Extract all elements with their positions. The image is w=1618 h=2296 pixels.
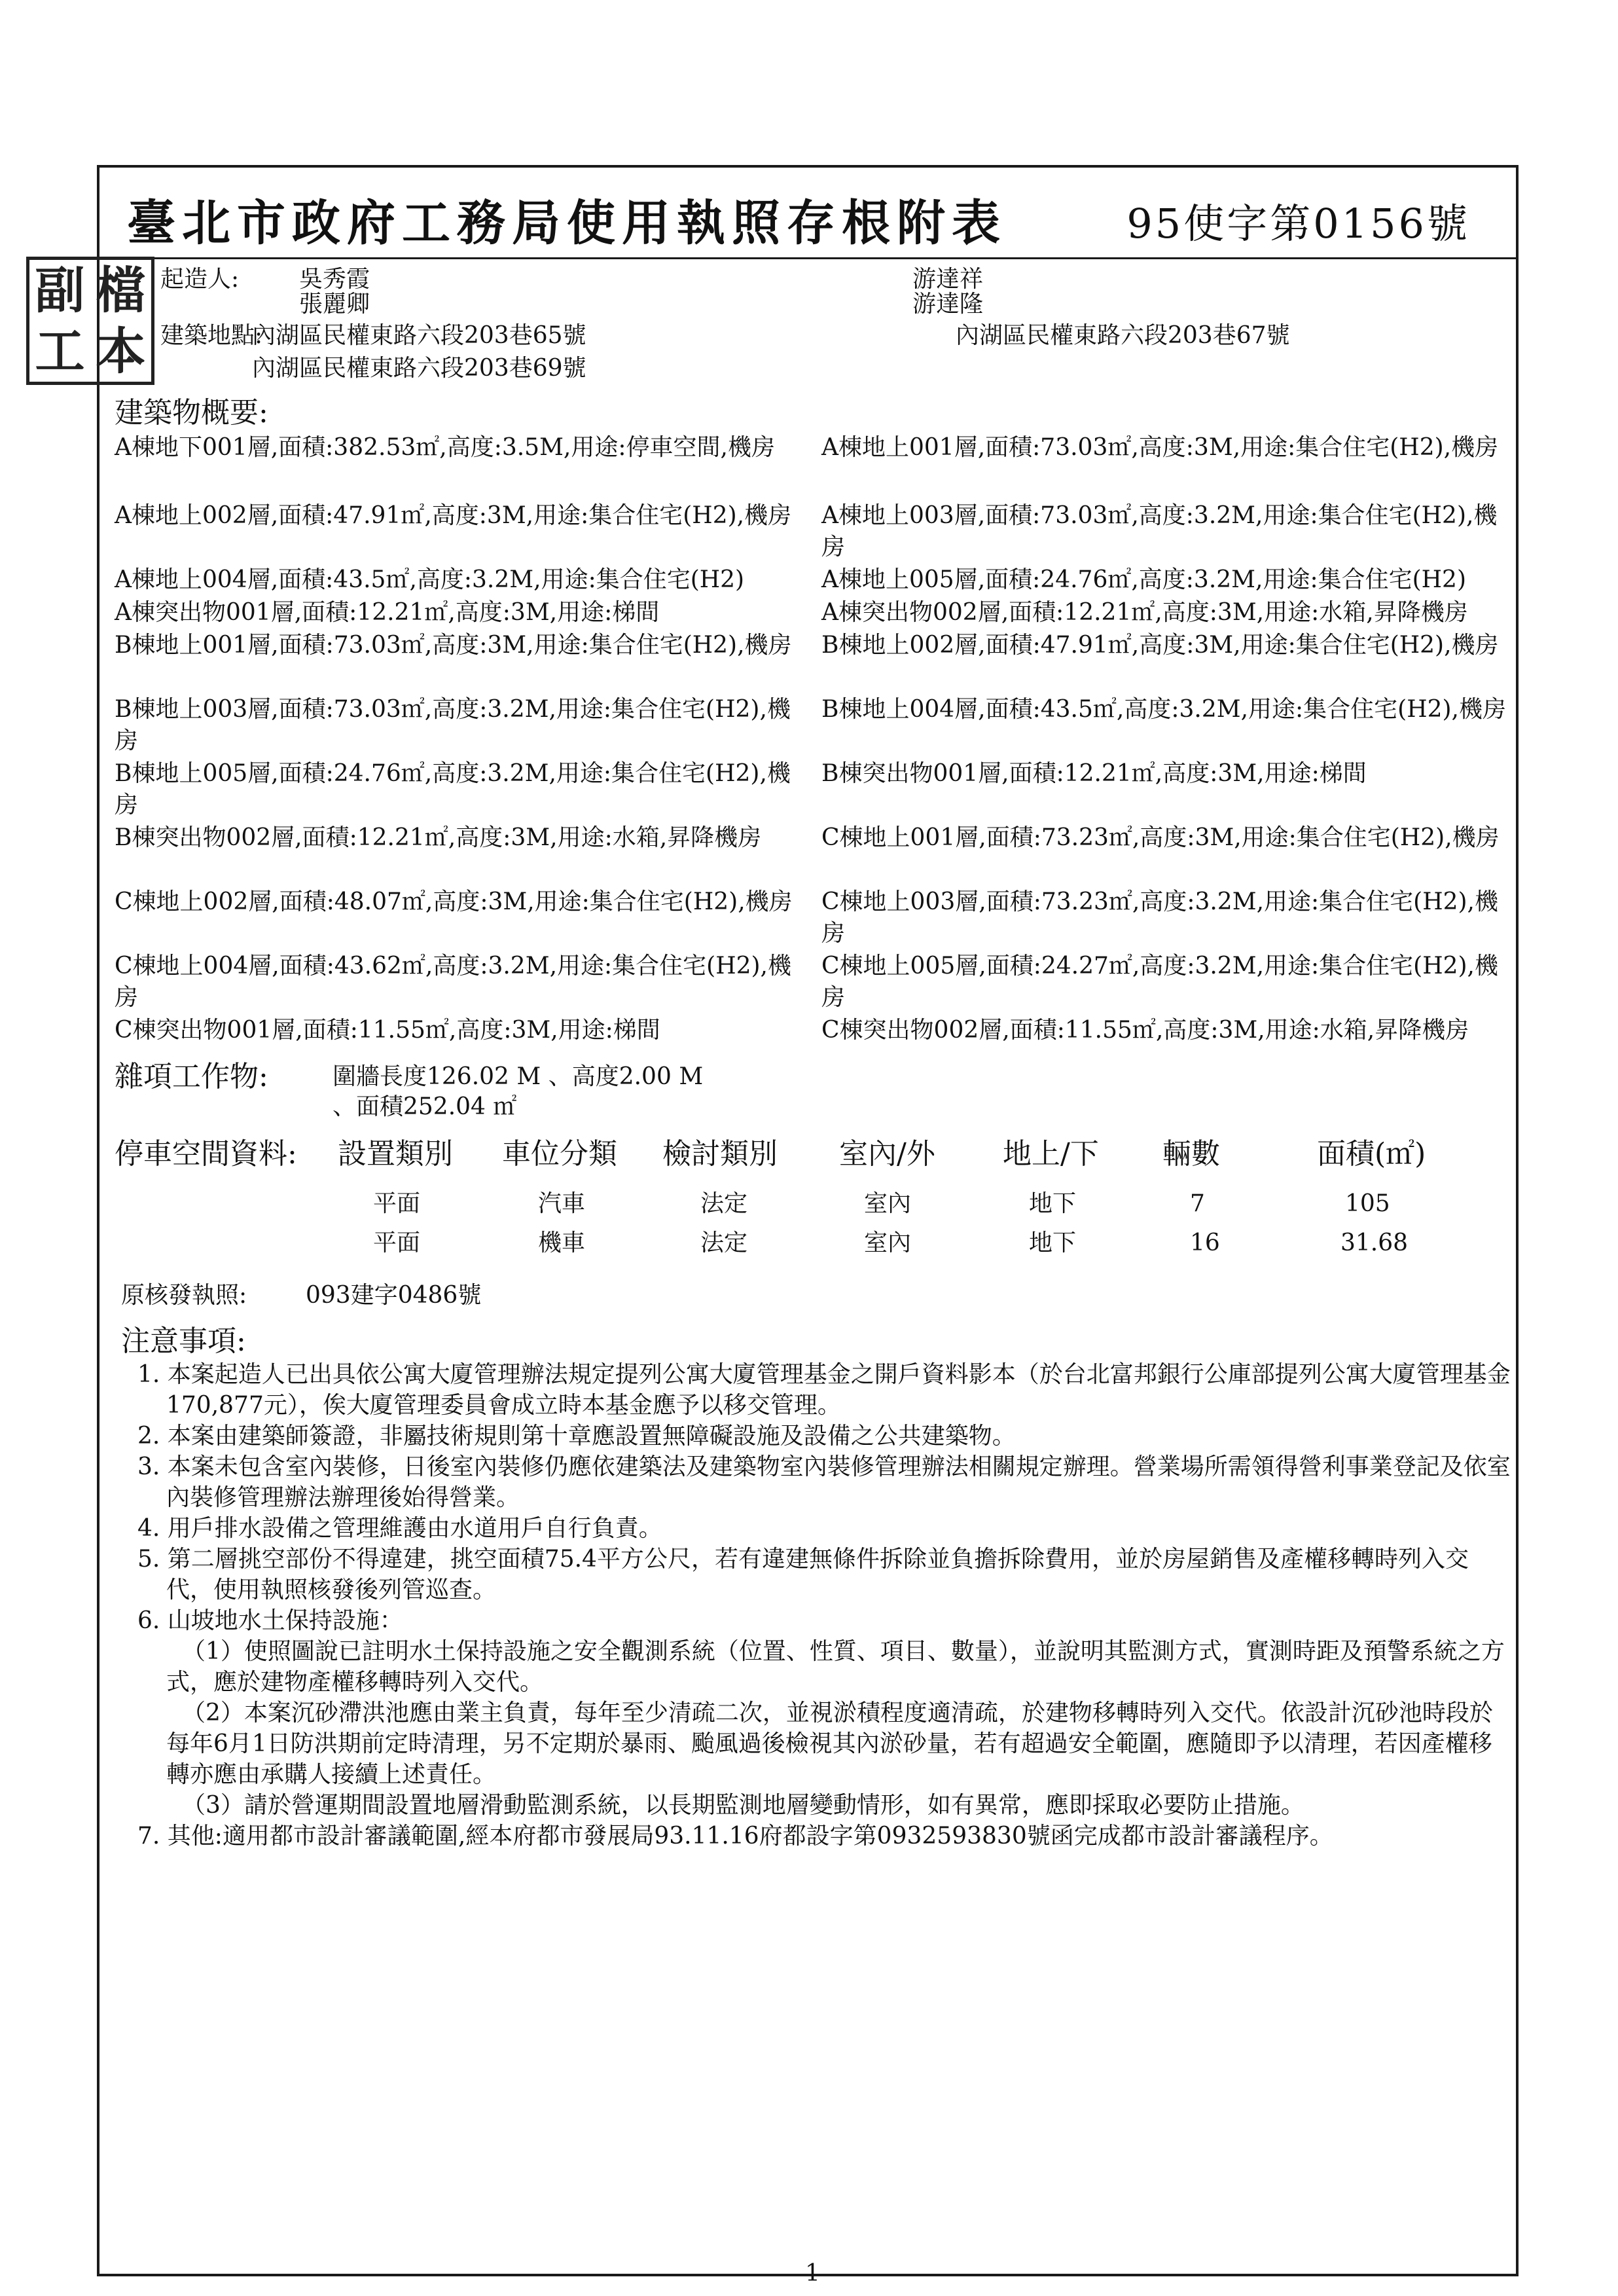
page-number: 1 — [805, 2260, 820, 2287]
misc-line: 、面積252.04 ㎡ — [333, 1093, 517, 1120]
site-address: 內湖區民權東路六段203巷65號 — [252, 322, 586, 349]
summary-item: A棟地上005層,面積:24.76㎡,高度:3.2M,用途:集合住宅(H2) — [821, 566, 1466, 593]
summary-item: B棟地上003層,面積:73.03㎡,高度:3.2M,用途:集合住宅(H2),機房 — [115, 696, 791, 754]
summary-item: A棟突出物001層,面積:12.21㎡,高度:3M,用途:梯間 — [115, 599, 660, 626]
note-subitem: （2）本案沉砂滯洪池應由業主負責，每年至少清疏二次，並視淤積程度適清疏，於建物移轉時列入交代。依設計沉砂池時段於每年6月1日防洪期前定時清理，另不定期於暴雨、颱風過後檢視其內淤砂量，若有超過安全範圍，應隨即予以清理，若因產權移轉亦應由承購人接續上述責任。 — [166, 1700, 1493, 1788]
summary-item: A棟地下001層,面積:382.53㎡,高度:3.5M,用途:停車空間,機房 — [115, 434, 775, 461]
parking-cell: 室內 — [864, 1230, 912, 1256]
parking-header: 面積(㎡) — [1317, 1137, 1426, 1171]
parking-cell: 7 — [1190, 1190, 1205, 1217]
site-address: 內湖區民權東路六段203巷69號 — [252, 355, 586, 382]
parking-header: 檢討類別 — [662, 1137, 778, 1171]
original-permit-value: 093建字0486號 — [306, 1282, 482, 1309]
notes-label: 注意事項: — [121, 1324, 246, 1358]
permit-number: 95使字第0156號 — [1126, 200, 1470, 247]
summary-item: A棟地上001層,面積:73.03㎡,高度:3M,用途:集合住宅(H2),機房 — [821, 434, 1499, 461]
note-subitem: （1）使照圖說已註明水土保持設施之安全觀測系統（位置、性質、項目、數量），並說明其監測方式，實測時距及預警系統之方式，應於建物產權移轉時列入交代。 — [166, 1638, 1505, 1696]
parking-cell: 105 — [1345, 1190, 1390, 1217]
summary-item: C棟地上001層,面積:73.23㎡,高度:3M,用途:集合住宅(H2),機房 — [821, 824, 1500, 851]
parking-label: 停車空間資料: — [115, 1137, 297, 1171]
parking-header: 輛數 — [1162, 1137, 1220, 1171]
summary-item: C棟突出物002層,面積:11.55㎡,高度:3M,用途:水箱,昇降機房 — [821, 1017, 1469, 1044]
official-stamp — [26, 257, 154, 385]
note-item: 7. 其他:適用都市設計審議範圍,經本府都市發展局93.11.16府都設字第0932593830號函完成都市設計審議程序。 — [137, 1823, 1333, 1850]
summary-item: B棟地上005層,面積:24.76㎡,高度:3.2M,用途:集合住宅(H2),機房 — [115, 760, 791, 818]
summary-item: C棟地上004層,面積:43.62㎡,高度:3.2M,用途:集合住宅(H2),機房 — [115, 953, 791, 1011]
summary-item: B棟地上004層,面積:43.5㎡,高度:3.2M,用途:集合住宅(H2),機房 — [821, 696, 1506, 723]
parking-cell: 室內 — [864, 1190, 912, 1217]
misc-line: 圍牆長度126.02 M 、高度2.00 M — [333, 1063, 704, 1090]
parking-header: 室內/外 — [839, 1137, 935, 1171]
note-item: 4. 用戶排水設備之管理維護由水道用戶自行負責。 — [137, 1515, 662, 1542]
stamp-char: 檔 — [96, 261, 146, 319]
applicant-name: 游達隆 — [912, 291, 984, 318]
original-permit-label: 原核發執照: — [121, 1282, 247, 1309]
note-item: 1. 本案起造人已出具依公寓大廈管理辦法規定提列公寓大廈管理基金之開戶資料影本（於台北富邦銀行公庫部提列公寓大廈管理基金170,877元），俟大廈管理委員會成立時本基金應予以移交管理。 — [137, 1361, 1511, 1419]
stamp-char: 工 — [35, 321, 85, 380]
summary-item: C棟地上005層,面積:24.27㎡,高度:3.2M,用途:集合住宅(H2),機房 — [821, 953, 1498, 1011]
summary-right-column — [821, 432, 1519, 1048]
summary-item: B棟地上002層,面積:47.91㎡,高度:3M,用途:集合住宅(H2),機房 — [821, 632, 1499, 659]
document-title: 臺北市政府工務局使用執照存根附表 — [127, 195, 1007, 251]
note-item: 3. 本案未包含室內裝修，日後室內裝修仍應依建築法及建築物室內裝修管理辦法相關規定辦理。營業場所需領得營利事業登記及依室內裝修管理辦法辦理後始得營業。 — [137, 1453, 1511, 1511]
summary-label: 建築物概要: — [115, 396, 268, 429]
summary-item: C棟地上003層,面積:73.23㎡,高度:3.2M,用途:集合住宅(H2),機房 — [821, 888, 1498, 947]
note-item: 6. 山坡地水土保持設施： — [137, 1607, 403, 1634]
summary-item: A棟地上004層,面積:43.5㎡,高度:3.2M,用途:集合住宅(H2) — [115, 566, 745, 593]
parking-header: 設置類別 — [338, 1137, 453, 1171]
parking-cell: 法定 — [700, 1230, 748, 1256]
summary-item: A棟地上003層,面積:73.03㎡,高度:3.2M,用途:集合住宅(H2),機房 — [821, 502, 1498, 560]
applicant-name: 游達祥 — [912, 266, 984, 293]
parking-header: 車位分類 — [502, 1137, 617, 1171]
parking-cell: 機車 — [538, 1230, 586, 1256]
parking-cell: 31.68 — [1340, 1230, 1409, 1256]
parking-cell: 16 — [1190, 1230, 1220, 1256]
notes-list — [137, 1359, 1512, 1851]
summary-item: B棟突出物002層,面積:12.21㎡,高度:3M,用途:水箱,昇降機房 — [115, 824, 762, 851]
parking-cell: 地下 — [1029, 1230, 1077, 1256]
applicant-name: 吳秀霞 — [299, 266, 370, 293]
parking-cell: 平面 — [373, 1190, 421, 1217]
stamp-char: 本 — [96, 321, 146, 380]
document-header — [99, 168, 1516, 259]
parking-cell: 地下 — [1029, 1190, 1077, 1217]
summary-item: B棟突出物001層,面積:12.21㎡,高度:3M,用途:梯間 — [821, 760, 1367, 787]
site-address: 內湖區民權東路六段203巷67號 — [956, 322, 1290, 349]
summary-item: A棟突出物002層,面積:12.21㎡,高度:3M,用途:水箱,昇降機房 — [821, 599, 1468, 626]
applicants-label: 起造人: — [160, 266, 240, 293]
parking-cell: 平面 — [373, 1230, 421, 1256]
site-label: 建築地點: — [160, 322, 263, 349]
parking-header: 地上/下 — [1003, 1137, 1099, 1171]
applicant-name: 張麗卿 — [299, 291, 370, 318]
note-item: 2. 本案由建築師簽證，非屬技術規則第十章應設置無障礙設施及設備之公共建築物。 — [137, 1423, 1016, 1449]
summary-item: C棟突出物001層,面積:11.55㎡,高度:3M,用途:梯間 — [115, 1017, 660, 1044]
stamp-char: 副 — [35, 261, 85, 319]
summary-item: C棟地上002層,面積:48.07㎡,高度:3M,用途:集合住宅(H2),機房 — [115, 888, 793, 915]
summary-item: B棟地上001層,面積:73.03㎡,高度:3M,用途:集合住宅(H2),機房 — [115, 632, 792, 659]
misc-label: 雜項工作物: — [115, 1060, 268, 1093]
note-item: 5. 第二層挑空部份不得違建，挑空面積75.4平方公尺，若有違建無條件拆除並負擔拆除費用，並於房屋銷售及產權移轉時列入交代，使用執照核發後列管巡查。 — [137, 1546, 1469, 1603]
parking-cell: 汽車 — [538, 1190, 586, 1217]
summary-left-column — [115, 432, 812, 1048]
summary-item: A棟地上002層,面積:47.91㎡,高度:3M,用途:集合住宅(H2),機房 — [115, 502, 792, 529]
note-subitem: （3）請於營運期間設置地層滑動監測系統，以長期監測地層變動情形，如有異常，應即採取必要防止措施。 — [182, 1792, 1304, 1819]
parking-cell: 法定 — [700, 1190, 748, 1217]
